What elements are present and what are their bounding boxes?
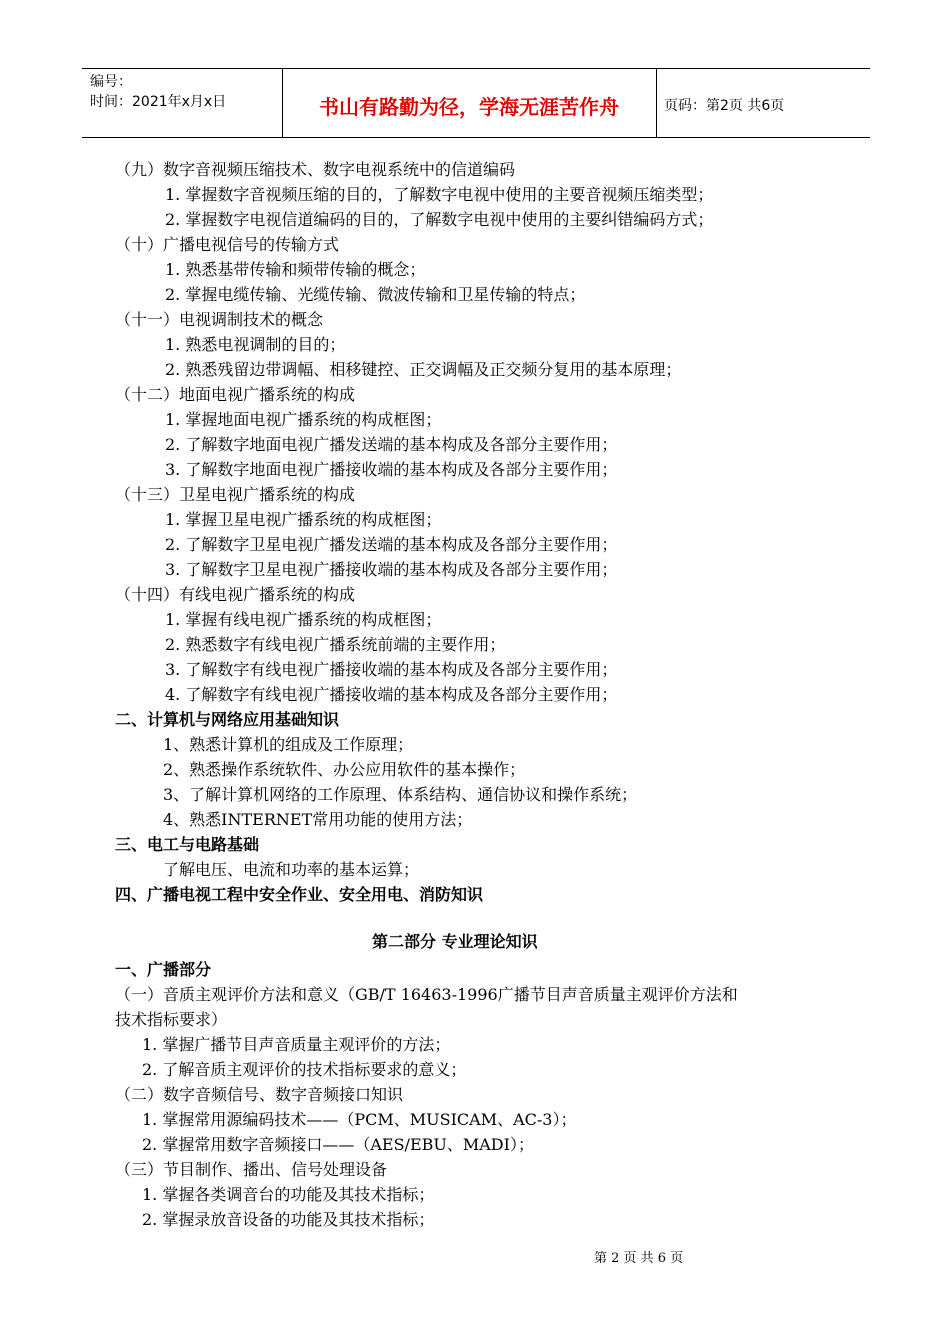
serial-number: 编号： xyxy=(90,74,132,90)
section-heading: （一）音质主观评价方法和意义（GB/T 16463-1996广播节目声音质量主观评价方法和 xyxy=(115,985,738,1004)
list-item: 1. 掌握数字音视频压缩的目的，了解数字电视中使用的主要音视频压缩类型； xyxy=(165,185,714,204)
list-item: 2. 了解数字地面电视广播发送端的基本构成及各部分主要作用； xyxy=(165,435,618,454)
list-item: 4. 了解数字有线电视广播接收端的基本构成及各部分主要作用； xyxy=(165,685,618,704)
list-item: 1. 掌握广播节目声音质量主观评价的方法； xyxy=(142,1035,451,1054)
header-motto: 书山有路勤为径，学海无涯苦作舟 xyxy=(319,95,619,119)
list-item: 2. 掌握电缆传输、光缆传输、微波传输和卫星传输的特点； xyxy=(165,285,586,304)
chapter-heading: 三、电工与电路基础 xyxy=(115,835,260,854)
list-item: 1. 熟悉基带传输和频带传输的概念； xyxy=(165,260,426,279)
section-heading: （十）广播电视信号的传输方式 xyxy=(115,235,340,254)
list-item: 1. 掌握常用源编码技术——（PCM、MUSICAM、AC-3）； xyxy=(142,1110,577,1129)
header-page-number: 页码：第2页 共6页 xyxy=(664,98,785,114)
list-item: 4、熟悉INTERNET常用功能的使用方法； xyxy=(163,810,473,829)
section-heading-continued: 技术指标要求） xyxy=(115,1010,228,1029)
chapter-heading: 四、广播电视工程中安全作业、安全用电、消防知识 xyxy=(115,885,484,904)
list-item: 2. 掌握常用数字音频接口——（AES/EBU、MADI）； xyxy=(142,1135,534,1154)
paragraph: 了解电压、电流和功率的基本运算； xyxy=(163,860,420,879)
chapter-heading: 二、计算机与网络应用基础知识 xyxy=(115,710,340,729)
section-heading: （十四）有线电视广播系统的构成 xyxy=(115,585,356,604)
section-heading: （二）数字音频信号、数字音频接口知识 xyxy=(115,1085,404,1104)
list-item: 3、了解计算机网络的工作原理、体系结构、通信协议和操作系统； xyxy=(163,785,638,804)
list-item: 1、熟悉计算机的组成及工作原理； xyxy=(163,735,414,754)
part-title: 第二部分 专业理论知识 xyxy=(372,932,538,951)
section-heading: （十一）电视调制技术的概念 xyxy=(115,310,324,329)
header-divider xyxy=(656,69,657,137)
list-item: 2. 熟悉残留边带调幅、相移键控、正交调幅及正交频分复用的基本原理； xyxy=(165,360,682,379)
list-item: 1. 掌握卫星电视广播系统的构成框图； xyxy=(165,510,442,529)
header-meta xyxy=(90,72,226,112)
list-item: 1. 掌握各类调音台的功能及其技术指标； xyxy=(142,1185,435,1204)
header-time: 时间：2021年x月x日 xyxy=(90,94,227,110)
chapter-heading: 一、广播部分 xyxy=(115,960,212,979)
section-heading: （三）节目制作、播出、信号处理设备 xyxy=(115,1160,388,1179)
list-item: 2. 了解数字卫星电视广播发送端的基本构成及各部分主要作用； xyxy=(165,535,618,554)
page-header xyxy=(82,68,870,138)
list-item: 2. 熟悉数字有线电视广播系统前端的主要作用； xyxy=(165,635,506,654)
page-footer: 第 2 页 共 6 页 xyxy=(594,1251,684,1266)
list-item: 2、熟悉操作系统软件、办公应用软件的基本操作； xyxy=(163,760,526,779)
list-item: 1. 熟悉电视调制的目的； xyxy=(165,335,346,354)
list-item: 1. 掌握有线电视广播系统的构成框图； xyxy=(165,610,442,629)
list-item: 3. 了解数字卫星电视广播接收端的基本构成及各部分主要作用； xyxy=(165,560,618,579)
section-heading: （十三）卫星电视广播系统的构成 xyxy=(115,485,356,504)
list-item: 2. 掌握数字电视信道编码的目的，了解数字电视中使用的主要纠错编码方式； xyxy=(165,210,714,229)
list-item: 1. 掌握地面电视广播系统的构成框图； xyxy=(165,410,442,429)
list-item: 3. 了解数字有线电视广播接收端的基本构成及各部分主要作用； xyxy=(165,660,618,679)
section-heading: （九）数字音视频压缩技术、数字电视系统中的信道编码 xyxy=(115,160,516,179)
list-item: 3. 了解数字地面电视广播接收端的基本构成及各部分主要作用； xyxy=(165,460,618,479)
list-item: 2. 了解音质主观评价的技术指标要求的意义； xyxy=(142,1060,467,1079)
section-heading: （十二）地面电视广播系统的构成 xyxy=(115,385,356,404)
list-item: 2. 掌握录放音设备的功能及其技术指标； xyxy=(142,1210,435,1229)
